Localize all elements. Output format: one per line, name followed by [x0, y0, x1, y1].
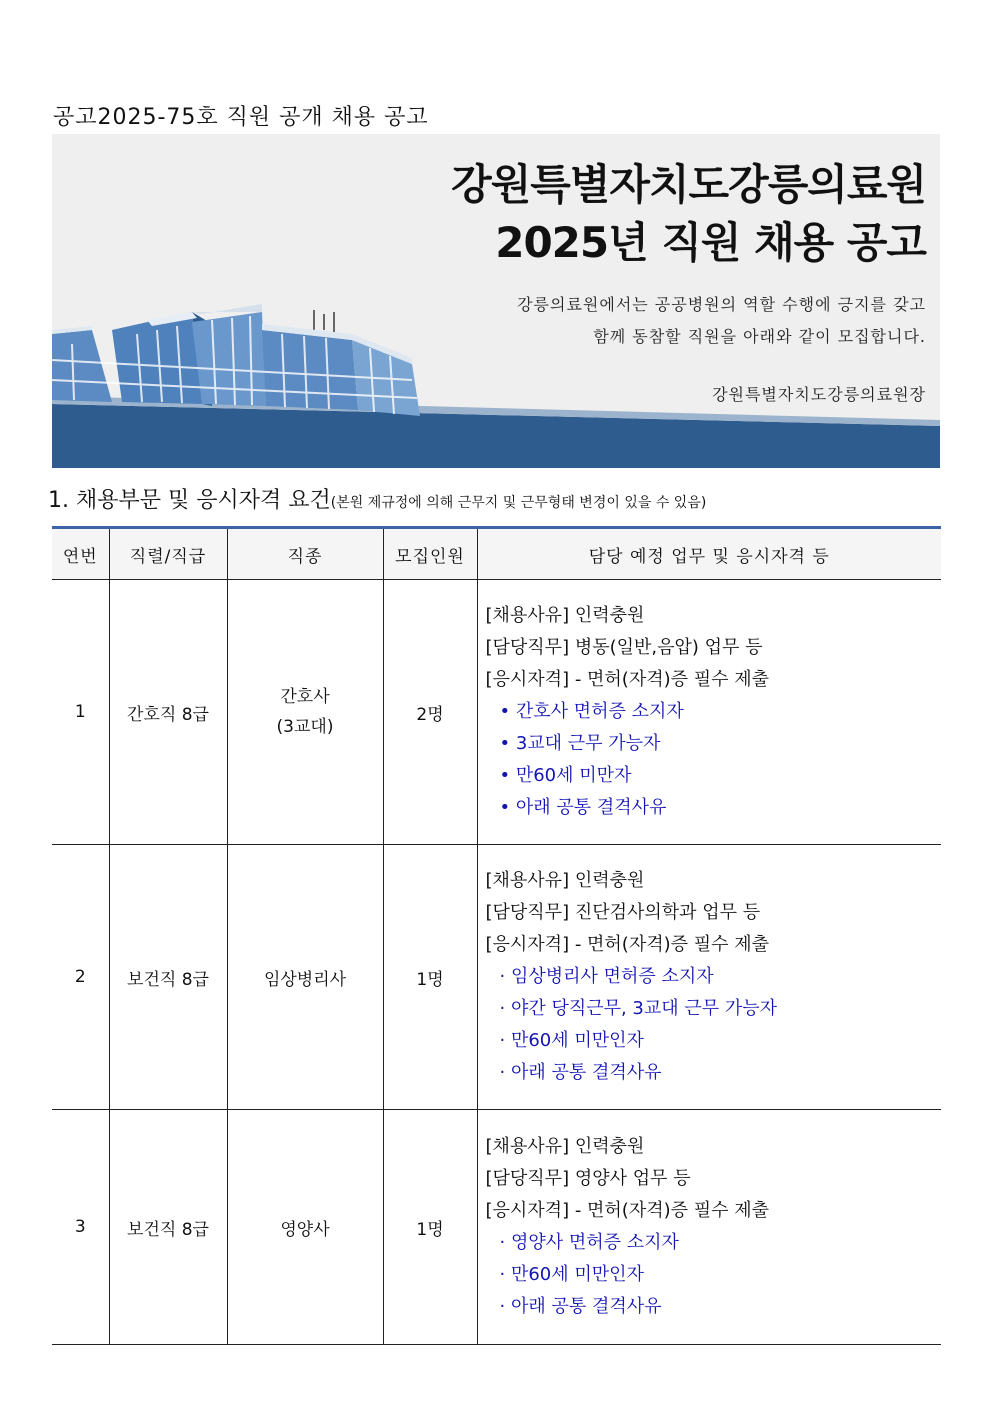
detail-bullet: • 3교대 근무 가능자: [499, 733, 661, 754]
detail-bullet: · 만60세 미만인자: [499, 1030, 644, 1051]
detail-bullet: · 아래 공통 결격사유: [499, 1062, 662, 1083]
header-banner: [52, 134, 940, 468]
section-note: (본원 제규정에 의해 근무지 및 근무형태 변경이 있을 수 있음): [330, 495, 707, 511]
detail-reason: [채용사유] 인력충원: [485, 870, 645, 891]
banner-signature: 강원특별자치도강릉의료원장: [712, 385, 926, 404]
row-count: 1명: [383, 1110, 477, 1345]
header-job: 직종: [227, 528, 383, 580]
section-title: [48, 483, 706, 514]
recruitment-table: [52, 526, 941, 1345]
row-grade: 보건직 8급: [109, 845, 227, 1110]
notice-number: 공고2025-75호 직원 공개 채용 공고: [53, 105, 429, 130]
row-job-line1: 간호사: [280, 687, 330, 707]
row-details: [477, 1110, 941, 1345]
row-job: 임상병리사: [227, 845, 383, 1110]
detail-duty: [담당직무] 진단검사의학과 업무 등: [485, 902, 761, 923]
section-title-text: 1. 채용부문 및 응시자격 요건: [48, 488, 331, 513]
banner-title-line1: 강원특별자치도강릉의료원: [451, 160, 926, 209]
row-no: 2: [52, 845, 109, 1110]
row-job: [227, 580, 383, 845]
row-count: 2명: [383, 580, 477, 845]
row-job: 영양사: [227, 1110, 383, 1345]
detail-reason: [채용사유] 인력충원: [485, 1136, 645, 1157]
header-count: 모집인원: [383, 528, 477, 580]
detail-duty: [담당직무] 병동(일반,음압) 업무 등: [485, 637, 763, 658]
detail-qualification: [응시자격] - 면허(자격)증 필수 제출: [485, 669, 770, 690]
detail-bullet: • 아래 공통 결격사유: [499, 797, 667, 818]
row-count: 1명: [383, 845, 477, 1110]
table-row: [52, 845, 941, 1110]
detail-bullet: • 만60세 미만자: [499, 765, 632, 786]
table-row: [52, 1110, 941, 1345]
row-grade: 간호직 8급: [109, 580, 227, 845]
table-header-row: [52, 528, 941, 580]
banner-intro-line1: 강릉의료원에서는 공공병원의 역할 수행에 긍지를 갖고: [517, 295, 926, 314]
header-no: 연번: [52, 528, 109, 580]
table-row: [52, 580, 941, 845]
banner-intro-line2: 함께 동참할 직원을 아래와 같이 모집합니다.: [593, 327, 926, 346]
detail-duty: [담당직무] 영양사 업무 등: [485, 1168, 691, 1189]
detail-bullet: · 아래 공통 결격사유: [499, 1296, 662, 1317]
header-grade: 직렬/직급: [109, 528, 227, 580]
row-job-line2: (3교대): [276, 717, 334, 737]
detail-qualification: [응시자격] - 면허(자격)증 필수 제출: [485, 934, 770, 955]
banner-title-line2: 2025년 직원 채용 공고: [495, 218, 926, 267]
detail-bullet: · 만60세 미만인자: [499, 1264, 644, 1285]
row-details: [477, 580, 941, 845]
row-no: 1: [52, 580, 109, 845]
detail-bullet: · 영양사 면허증 소지자: [499, 1232, 679, 1253]
detail-bullet: · 임상병리사 면허증 소지자: [499, 966, 714, 987]
detail-qualification: [응시자격] - 면허(자격)증 필수 제출: [485, 1200, 770, 1221]
row-details: [477, 845, 941, 1110]
detail-bullet: · 야간 당직근무, 3교대 근무 가능자: [499, 998, 778, 1019]
detail-reason: [채용사유] 인력충원: [485, 605, 645, 626]
row-no: 3: [52, 1110, 109, 1345]
detail-bullet: • 간호사 면허증 소지자: [499, 701, 684, 722]
header-details: 담당 예정 업무 및 응시자격 등: [477, 528, 941, 580]
row-grade: 보건직 8급: [109, 1110, 227, 1345]
